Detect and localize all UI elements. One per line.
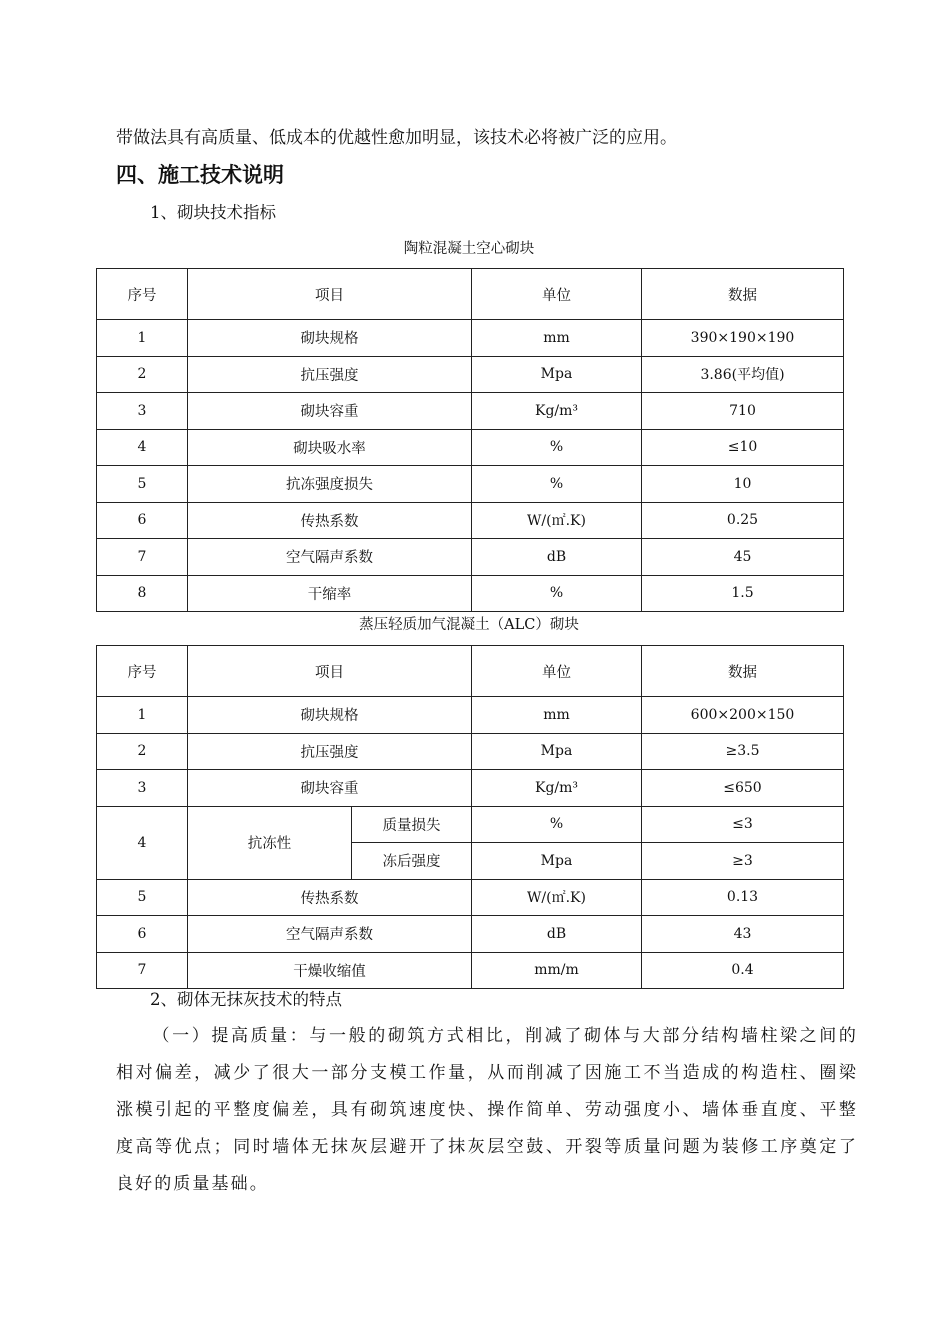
- cell-item: 抗冻性: [188, 806, 352, 879]
- cell-item: 干燥收缩值: [188, 952, 472, 989]
- cell-item: 砌块吸水率: [188, 429, 472, 466]
- cell-no: 5: [97, 879, 188, 916]
- header-cell-data: 数据: [642, 646, 844, 697]
- cell-no: 8: [97, 575, 188, 612]
- cell-no: 1: [97, 320, 188, 357]
- cell-value: 0.25: [642, 502, 844, 539]
- cell-value: 3.86(平均值): [642, 356, 844, 393]
- table-row: [97, 879, 844, 916]
- cell-unit: Mpa: [472, 356, 642, 393]
- cell-value: ≤3: [642, 806, 844, 843]
- table-alc-block: [96, 645, 844, 989]
- table-row: [97, 575, 844, 612]
- cell-no: 3: [97, 393, 188, 430]
- table2-caption: 蒸压轻质加气混凝土（ALC）砌块: [359, 617, 579, 633]
- cell-item: 砌块容重: [188, 770, 472, 807]
- table-row: [97, 320, 844, 357]
- cell-item: 抗压强度: [188, 356, 472, 393]
- cell-no: 4: [97, 806, 188, 879]
- section-heading: 四、施工技术说明: [116, 162, 284, 187]
- intro-paragraph: 带做法具有高质量、低成本的优越性愈加明显，该技术必将被广泛的应用。: [116, 128, 677, 148]
- subheading-features: 2、砌体无抹灰技术的特点: [150, 990, 342, 1009]
- table-row: [97, 356, 844, 393]
- cell-unit: mm: [472, 320, 642, 357]
- header-cell-item: 项目: [188, 269, 472, 320]
- cell-value: ≤650: [642, 770, 844, 807]
- cell-subitem: 冻后强度: [352, 843, 472, 880]
- header-cell-unit: 单位: [472, 269, 642, 320]
- cell-no: 2: [97, 733, 188, 770]
- cell-unit: dB: [472, 539, 642, 576]
- cell-item: 干缩率: [188, 575, 472, 612]
- cell-value: 10: [642, 466, 844, 503]
- cell-unit: Mpa: [472, 733, 642, 770]
- cell-no: 2: [97, 356, 188, 393]
- cell-unit: %: [472, 466, 642, 503]
- cell-unit: Kg/m³: [472, 393, 642, 430]
- cell-unit: %: [472, 429, 642, 466]
- cell-value: 600×200×150: [642, 697, 844, 734]
- table1-caption: 陶粒混凝土空心砌块: [403, 241, 535, 257]
- cell-subitem: 质量损失: [352, 806, 472, 843]
- header-cell-no: 序号: [97, 646, 188, 697]
- table-row: [97, 952, 844, 989]
- cell-item: 空气隔声系数: [188, 539, 472, 576]
- header-cell-item: 项目: [188, 646, 472, 697]
- features-paragraph: [116, 1018, 858, 1203]
- cell-value: 0.4: [642, 952, 844, 989]
- features-paragraph-text: （一）提高质量：与一般的砌筑方式相比，削减了砌体与大部分结构墙柱梁之间的相对偏差，减少了很大一部分支模工作量，从而削减了因施工不当造成的构造柱、圈梁涨模引起的平整度偏差，具有砌筑速度快、操作简单、劳动强度小、墙体垂直度、平整度高等优点；同时墙体无抹灰层避开了抹灰层空鼓、开裂等质量问题为装修工序奠定了良好的质量基础。: [116, 1026, 858, 1194]
- table-header-row: [97, 269, 844, 320]
- table-row: [97, 502, 844, 539]
- table-row: [97, 806, 844, 843]
- cell-unit: %: [472, 806, 642, 843]
- cell-item: 传热系数: [188, 879, 472, 916]
- table-row: [97, 916, 844, 953]
- table-row: [97, 770, 844, 807]
- cell-no: 5: [97, 466, 188, 503]
- cell-value: 43: [642, 916, 844, 953]
- cell-value: 710: [642, 393, 844, 430]
- cell-unit: W/(㎡.K): [472, 879, 642, 916]
- cell-item: 砌块规格: [188, 697, 472, 734]
- table-row: [97, 697, 844, 734]
- cell-value: 0.13: [642, 879, 844, 916]
- cell-no: 4: [97, 429, 188, 466]
- cell-no: 7: [97, 952, 188, 989]
- cell-unit: mm/m: [472, 952, 642, 989]
- cell-no: 6: [97, 502, 188, 539]
- cell-value: ≥3.5: [642, 733, 844, 770]
- cell-no: 6: [97, 916, 188, 953]
- cell-item: 传热系数: [188, 502, 472, 539]
- cell-unit: Mpa: [472, 843, 642, 880]
- cell-no: 7: [97, 539, 188, 576]
- header-cell-data: 数据: [642, 269, 844, 320]
- header-cell-no: 序号: [97, 269, 188, 320]
- cell-item: 砌块容重: [188, 393, 472, 430]
- table-row: [97, 733, 844, 770]
- cell-unit: dB: [472, 916, 642, 953]
- cell-item: 砌块规格: [188, 320, 472, 357]
- cell-value: ≥3: [642, 843, 844, 880]
- cell-unit: Kg/m³: [472, 770, 642, 807]
- table-row: [97, 466, 844, 503]
- cell-item: 抗压强度: [188, 733, 472, 770]
- table-row: [97, 429, 844, 466]
- cell-value: 1.5: [642, 575, 844, 612]
- cell-value: ≤10: [642, 429, 844, 466]
- cell-unit: W/(㎡.K): [472, 502, 642, 539]
- subheading-block-specs: 1、砌块技术指标: [150, 203, 276, 222]
- cell-item: 抗冻强度损失: [188, 466, 472, 503]
- cell-no: 3: [97, 770, 188, 807]
- table-ceramsite-block: [96, 268, 844, 612]
- cell-unit: mm: [472, 697, 642, 734]
- cell-value: 45: [642, 539, 844, 576]
- header-cell-unit: 单位: [472, 646, 642, 697]
- cell-no: 1: [97, 697, 188, 734]
- cell-unit: %: [472, 575, 642, 612]
- table-row: [97, 393, 844, 430]
- table-row: [97, 539, 844, 576]
- cell-value: 390×190×190: [642, 320, 844, 357]
- cell-item: 空气隔声系数: [188, 916, 472, 953]
- table-header-row: [97, 646, 844, 697]
